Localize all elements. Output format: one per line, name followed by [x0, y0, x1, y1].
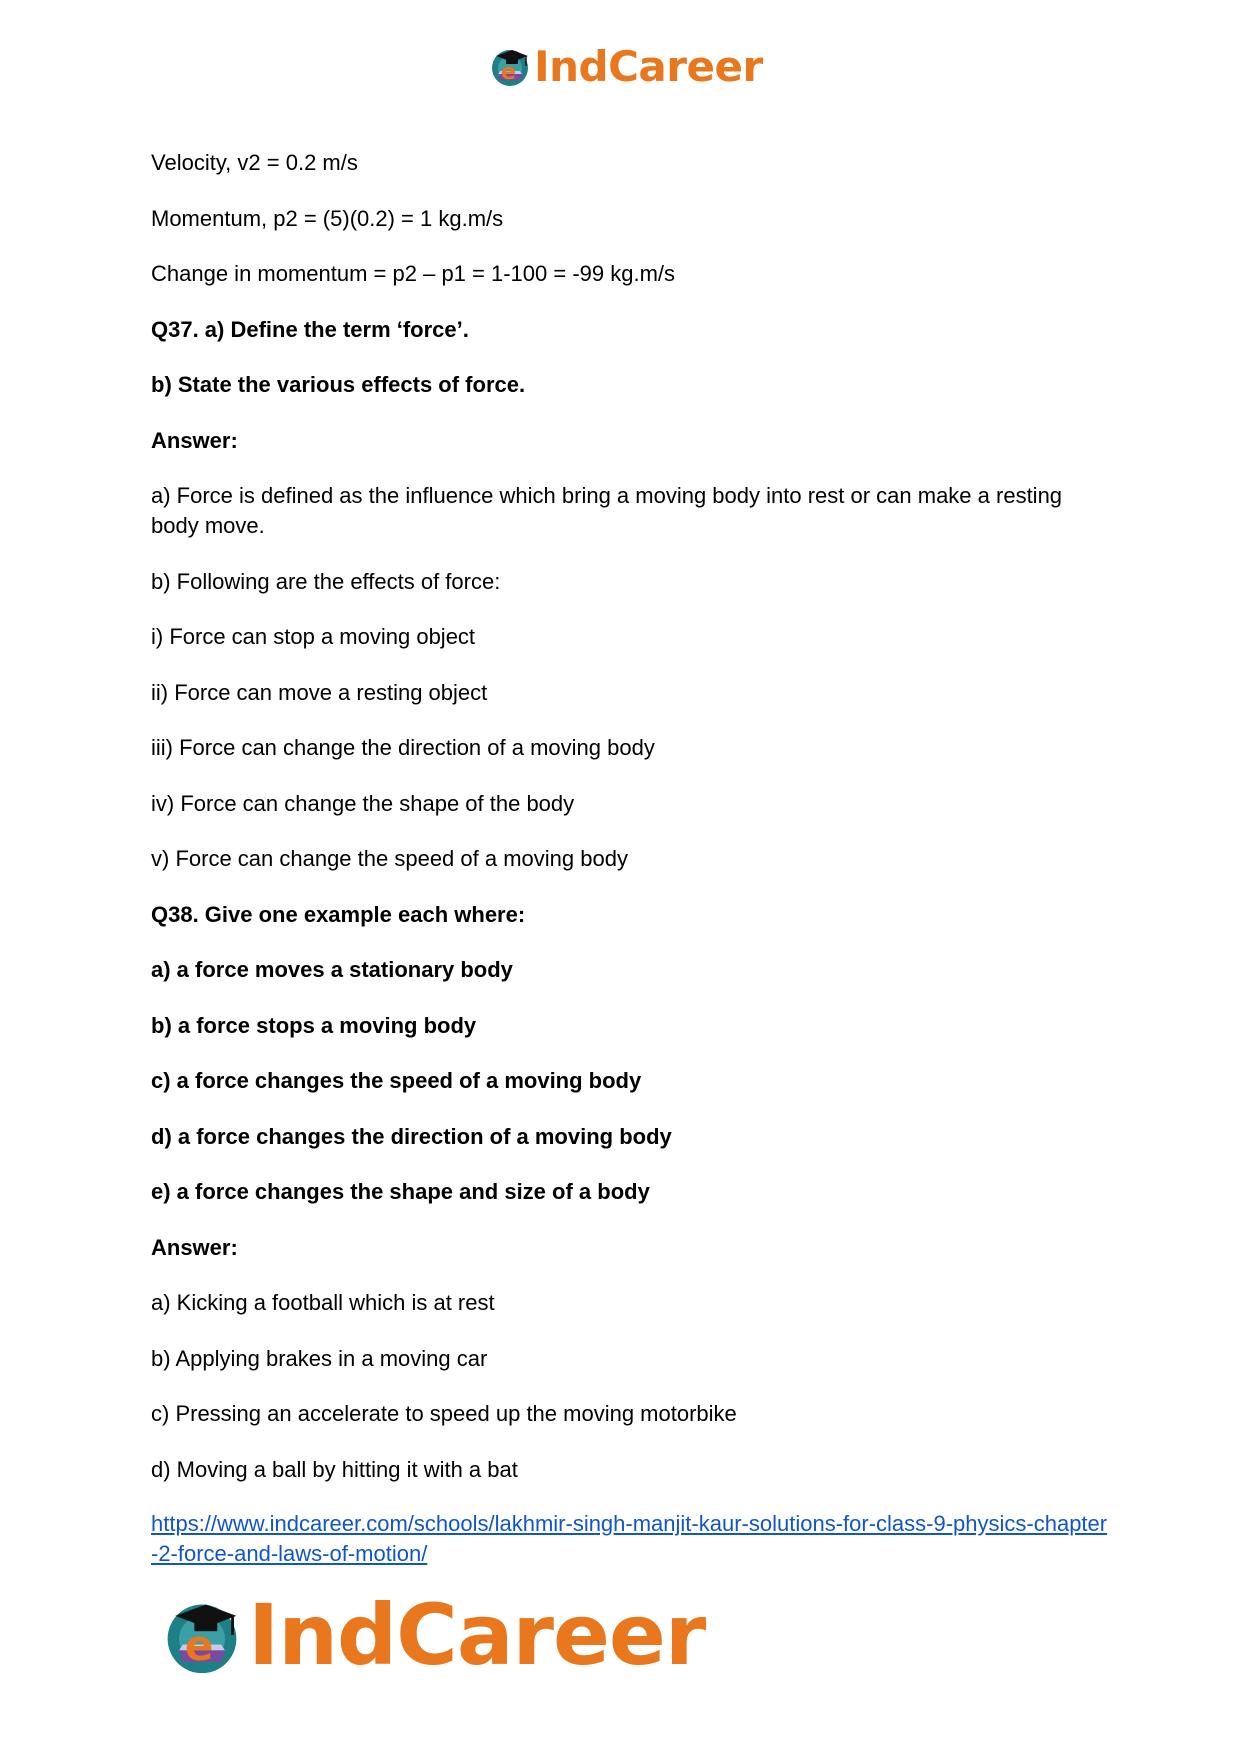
question-subheading: e) a force changes the shape and size of a body — [151, 1179, 650, 1204]
question-subheading: b) a force stops a moving body — [151, 1012, 477, 1038]
list-item: a) Kicking a football which is at rest — [151, 1290, 495, 1315]
text-line: b) Following are the effects of force: — [151, 568, 501, 594]
list-item: iii) Force can change the direction of a moving body — [151, 735, 655, 760]
list-item: i) Force can stop a moving object — [151, 624, 476, 649]
header-logo-text: IndCareer — [534, 41, 763, 91]
list-item: b) Applying brakes in a moving car — [151, 1345, 488, 1371]
question-subheading: c) a force changes the speed of a moving body — [151, 1068, 642, 1093]
question-heading: Q37. a) Define the term ‘force’. — [151, 316, 469, 342]
graduation-cap-book-icon — [160, 1593, 244, 1677]
header-logo — [488, 40, 763, 92]
question-subheading: a) a force moves a stationary body — [151, 957, 513, 982]
svg-text:e: e — [501, 60, 516, 85]
text-line: Velocity, v2 = 0.2 m/s — [151, 150, 358, 175]
svg-text:e: e — [184, 1620, 214, 1670]
graduation-cap-book-icon — [488, 44, 532, 88]
list-item: iv) Force can change the shape of the body — [151, 790, 575, 816]
list-item: c) Pressing an accelerate to speed up the moving motorbike — [151, 1401, 737, 1426]
footer-logo — [160, 1585, 705, 1685]
answer-label: Answer: — [151, 1234, 238, 1260]
text-line: Change in momentum = p2 – p1 = 1-100 = -99 kg.m/s — [151, 261, 676, 286]
question-subheading: d) a force changes the direction of a moving body — [151, 1123, 672, 1149]
list-item: v) Force can change the speed of a moving body — [151, 846, 628, 871]
question-heading: Q38. Give one example each where: — [151, 901, 526, 927]
answer-paragraph: a) Force is defined as the influence which bring a moving body into rest or can make a resting body move. — [151, 483, 1063, 538]
document-content — [151, 148, 1111, 1569]
text-line: Momentum, p2 = (5)(0.2) = 1 kg.m/s — [151, 205, 504, 231]
footer-logo-text: IndCareer — [248, 1586, 706, 1684]
answer-label: Answer: — [151, 427, 238, 453]
source-link[interactable]: https://www.indcareer.com/schools/lakhmir-singh-manjit-kaur-solutions-for-class-9-physics-chapter-2-force-and-laws-of-motion/ — [151, 1510, 1108, 1566]
question-subheading: b) State the various effects of force. — [151, 372, 526, 397]
list-item: ii) Force can move a resting object — [151, 679, 488, 705]
list-item: d) Moving a ball by hitting it with a bat — [151, 1456, 518, 1482]
